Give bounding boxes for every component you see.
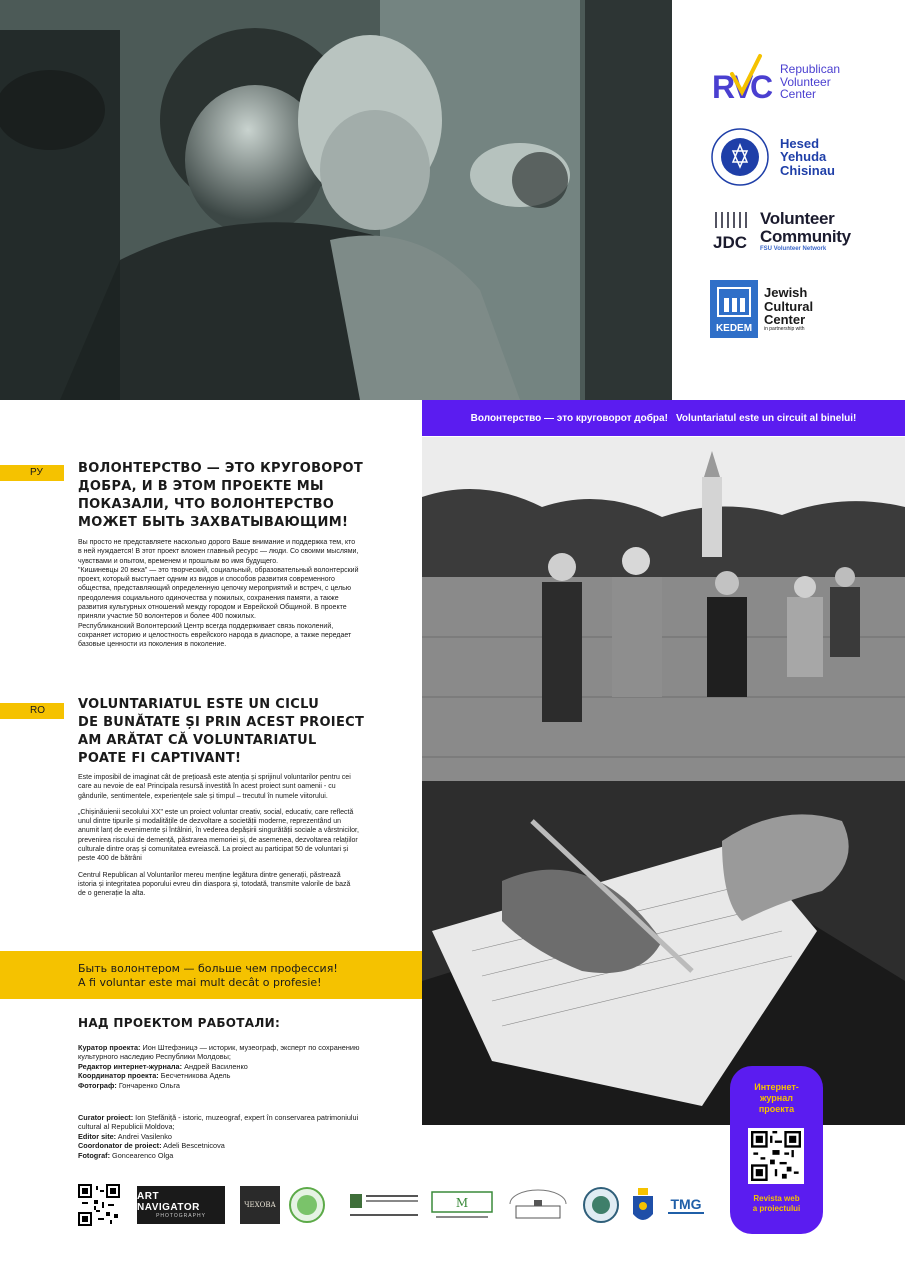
svg-text:V: V (732, 69, 754, 105)
credit-value: Андрей Василенко (182, 1061, 248, 1071)
credits-title: НАД ПРОЕКТОМ РАБОТАЛИ: (78, 1016, 281, 1030)
qr-card-top (730, 1082, 823, 1115)
credit-label: Editor site: (78, 1131, 117, 1141)
lang-tag-ru: РУ (0, 465, 64, 481)
jdc-mark-text: JDC (713, 233, 748, 252)
ru-heading-line: ВОЛОНТЕРСТВО — ЭТО КРУГОВОРОТ (78, 461, 363, 476)
kedem-sub: in partnership with (764, 325, 805, 332)
footer-qr-code[interactable] (78, 1184, 120, 1226)
credit-item (78, 1113, 368, 1132)
hesed-logo (710, 126, 835, 188)
rvc-mark-icon (710, 52, 774, 112)
qr-card-top-line: журнал (760, 1093, 793, 1103)
jdc-line1: Volunteer (760, 209, 835, 228)
writing-hands-illustration (422, 781, 905, 1125)
credit-value: Бесчетникова Адель (158, 1071, 231, 1081)
qr-card-bottom-line: a proiectului (752, 1204, 801, 1213)
credit-item (78, 1062, 368, 1071)
ro-heading-line: DE BUNĂTATE ȘI PRIN ACEST PROIECT (78, 715, 365, 730)
hesed-line2: Yehuda (780, 149, 827, 165)
coat-of-arms-icon (630, 1186, 656, 1230)
history-museum-logo-icon (430, 1186, 494, 1224)
credit-label: Координатор проекта: (78, 1071, 159, 1081)
chekhova-text: ЧЕХОВА (244, 1201, 276, 1209)
credit-label: Куратор проекта: (78, 1043, 141, 1052)
ru-paragraph-2: "Кишиневцы 20 века" — это творческий, социальный, образовательный волонтерский проект, который выступает одним из видов и способов развития современного общества, представляющий определенную цепочку мероприятий и встреч, с целью преодоления социального одиночества у пожилых, сохранения памяти, а также развития культурных отношений между городом и Еврейской Общиной. В проекте приняли участие 50 волонтеров и более 400 пожилых. (78, 566, 359, 621)
ro-paragraph-3: Centrul Republican al Voluntarilor mereu menține legătura dintre generații, păstrează istoria și integritatea poporului evreu din diaspora și, totodată, transmite valorile de bază de o generație la alta. (78, 871, 351, 898)
credit-value: Гончаренко Ольга (116, 1080, 180, 1090)
jdc-line2: Community (760, 226, 851, 246)
hero-photo (0, 0, 672, 400)
slogan-banner (422, 400, 905, 436)
group-walk-illustration (422, 437, 905, 781)
art-navigator-text: ART NAVIGATOR (137, 1191, 200, 1213)
green-emblem-icon (288, 1186, 326, 1224)
national-museum-logo-icon (502, 1186, 574, 1224)
credit-value: Goncearenco Olga (110, 1150, 174, 1160)
tmg-text: TMG (670, 1196, 702, 1212)
tmg-logo (666, 1190, 706, 1220)
kedem-building-icon (710, 280, 758, 338)
hesed-mark-icon (710, 126, 770, 188)
jdc-menorah-icon (710, 206, 754, 256)
ru-heading-line: ПОКАЗАЛИ, ЧТО ВОЛОНТЕРСТВО (78, 497, 335, 512)
credit-label: Фотограф: (78, 1080, 117, 1090)
credit-value: Andrei Vasilenko (116, 1131, 172, 1141)
partner-logos (672, 0, 905, 400)
rvc-logo (710, 52, 840, 112)
credit-value: Ion Ștefăniță - istoric, muzeograf, expert în conservarea patrimoniului cultural al Republicii Moldova; (78, 1113, 359, 1132)
credit-value: Ион Штефэницэ — историк, музеограф, эксперт по сохранению культурного наследию Республики Молдовы; (78, 1043, 360, 1062)
hero-photo-illustration (0, 0, 672, 400)
rvc-line3: Center (780, 87, 817, 102)
ro-heading (78, 696, 364, 768)
qr-card-bottom (730, 1194, 823, 1214)
ru-paragraph-1: Вы просто не представляете насколько дорого Ваше внимание и поддержка тем, кто в ней нуждается! В этот проект вложен главный ресурс — люди. Со своими мыслями, чувствами и опытом, временем и прошлым во имя будущего. (78, 539, 359, 565)
kedem-mark-text: KEDEM (715, 323, 753, 334)
banner-ru: Волонтерство — это круговорот добра! (470, 412, 668, 424)
ro-paragraph-2: „Chișinăuienii secolului XX" este un proiect voluntar creativ, social, educativ, care reflectă unul dintre tipurile și modalitățile de dezvoltare a societății moderne, reprezentând un anumit lanț de evenimente și întâlniri, în vederea depășirii singurătății sociale a vârstnicilor, prevenirea riscului de demență, păstrarea memoriei și, de asemenea, dezvoltarea relațiilor culturale dintre oraș și comunitatea evreiască. La proiect au participat 50 de voluntari și peste 400 de bătrâni (78, 808, 359, 863)
slogan-ro: A fi voluntar este mai mult decât o profesie! (78, 976, 322, 989)
credits-ro (78, 1113, 368, 1160)
credit-item (78, 1132, 368, 1141)
ro-paragraph-1: Este imposibil de imaginat cât de prețioasă este atenția și sprijinul voluntarilor pentru cei care au nevoie de ea! Principala resursă investită în acest proiect sunt oamenii - cu gândurile, sentimentele, experiențele sale și timpul – trecutul în numele viitorului. (78, 774, 351, 800)
profession-slogan (0, 951, 422, 999)
hesed-line3: Chisinau (780, 162, 835, 178)
chisinau-museum-logo-icon (348, 1186, 420, 1224)
ro-body (78, 773, 360, 899)
art-navigator-logo (137, 1186, 225, 1224)
slogan-ru: Быть волонтером — больше чем профессия! (78, 962, 338, 975)
svg-text:C: C (750, 69, 774, 105)
rvc-line2: Volunteer (780, 74, 831, 89)
credit-item (78, 1071, 368, 1080)
credit-label: Fotograf: (78, 1150, 111, 1160)
banner-ro: Voluntariatul este un circuit al binelui! (675, 412, 857, 424)
credit-label: Редактор интернет-журнала: (78, 1061, 183, 1071)
credit-item (78, 1141, 368, 1150)
kedem-logo (710, 280, 813, 338)
tmg-underline (668, 1212, 704, 1214)
ru-heading-line: ДОБРА, И В ЭТОМ ПРОЕКТЕ МЫ (78, 479, 324, 494)
credit-value: Adeli Bescetnicova (161, 1141, 225, 1151)
writing-hands-photo (422, 781, 905, 1125)
art-navigator-sub: PHOTOGRAPHY (156, 1213, 206, 1219)
credit-item (78, 1043, 368, 1062)
credit-label: Coordonator de proiect: (78, 1141, 162, 1151)
chekhova-logo (240, 1186, 280, 1224)
jdc-logo (710, 206, 851, 256)
credits-ru (78, 1043, 368, 1090)
jdc-sub: FSU Volunteer Network (760, 245, 827, 252)
web-journal-qr-code[interactable] (748, 1128, 804, 1184)
web-journal-card[interactable] (730, 1066, 823, 1234)
kedem-line2: Cultural (764, 298, 814, 314)
kedem-line3: Center (764, 312, 806, 328)
credit-item (78, 1081, 368, 1090)
qr-card-top-line: проекта (758, 1104, 795, 1114)
svg-text:M: M (455, 1196, 469, 1210)
credit-label: Curator proiect: (78, 1113, 134, 1122)
credit-item (78, 1151, 368, 1160)
qr-card-top-line: Интернет- (754, 1082, 799, 1092)
ru-heading-line: МОЖЕТ БЫТЬ ЗАХВАТЫВАЮЩИМ! (78, 515, 349, 530)
ro-heading-line: AM ARĂTAT CĂ VOLUNTARIATUL (78, 733, 317, 748)
lang-tag-ro: RO (0, 703, 64, 719)
ru-body (78, 538, 360, 650)
svg-text:R: R (712, 69, 736, 105)
ro-heading-line: VOLUNTARIATUL ESTE UN CICLU (78, 697, 320, 712)
hesed-line1: Hesed (780, 135, 820, 151)
group-walk-photo (422, 437, 905, 781)
kedem-line1: Jewish (764, 284, 808, 300)
ru-paragraph-3: Республиканский Волонтерский Центр всегда поддерживает связь поколений, сохраняет историю и целостность еврейского народа в диаспоре, а также передает базовые ценности из поколения в поколение. (78, 622, 352, 649)
rvc-line1: Republican (780, 62, 841, 77)
ro-heading-line: POATE FI CAPTIVANT! (78, 751, 242, 766)
qr-card-bottom-line: Revista web (753, 1194, 800, 1203)
round-seal-icon (582, 1186, 620, 1224)
ru-heading (78, 460, 363, 532)
